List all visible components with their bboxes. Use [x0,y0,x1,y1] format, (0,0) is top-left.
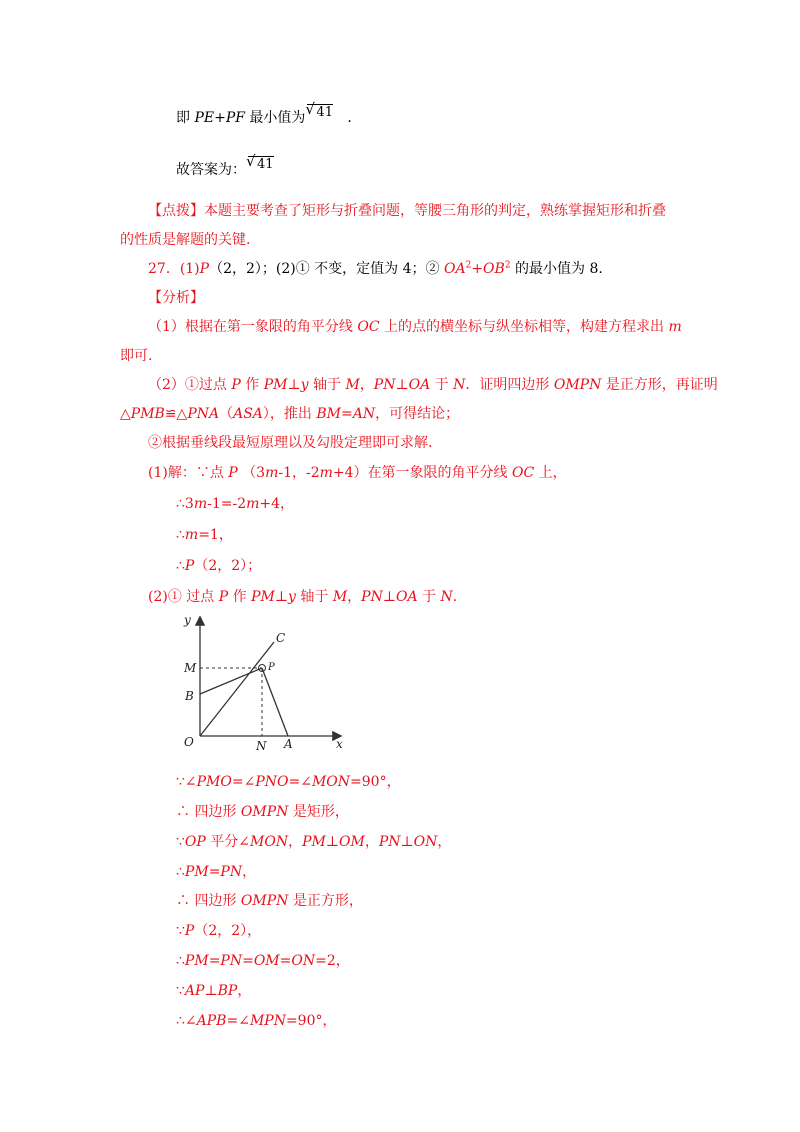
math: m [246,496,260,512]
math: OC [357,319,380,335]
math: =∠ [231,774,256,790]
math: PM [263,377,288,393]
text: 上的点的横坐标与纵坐标相等，构建方程求出 [379,319,669,335]
solution-s3 [176,526,233,544]
math: MPN [249,1013,286,1029]
math: AP [184,983,205,999]
math: OA [408,377,431,393]
proof-l1 [176,773,401,791]
math: OMPN [240,893,289,909]
proof-l6 [176,922,261,940]
point-m-label: M [184,661,197,675]
text: （1）根据在第一象限的角平分线 [148,319,358,335]
text: ∴ [176,558,185,574]
analysis-p2 [148,376,718,394]
math: ⊥ [287,377,301,393]
math: PMB [130,406,165,422]
text: 最小值为 [244,110,306,126]
exponent: 2 [504,260,511,271]
text: +4）在第一象限的角平分线 [332,465,512,481]
point-n-label: N [256,739,267,752]
math: P [184,923,195,939]
text: -1，-2 [278,465,320,481]
math: ON [413,834,438,850]
math: OC [512,465,535,481]
proof-l2 [176,803,349,821]
text: 故答案为： [176,162,246,178]
math: m [184,527,199,543]
math: =∠ [226,1013,250,1029]
tip-heading: 【点拨】 [148,203,204,219]
math: ⊥ [395,377,409,393]
math: PM [184,953,209,969]
math: y [300,377,309,393]
text: ． [347,110,362,126]
math: = [341,406,353,422]
math: PMO [196,774,232,790]
text: ， [437,834,452,850]
math: OP [184,834,206,850]
math: = [242,953,254,969]
text: （2，2）； [194,558,262,574]
proof-l3 [176,833,451,851]
point-o-label: O [184,735,194,749]
math: = [208,864,221,880]
math: y [288,589,296,605]
text: ， [237,983,252,999]
text: . [452,589,458,605]
text: -1=-2 [207,496,247,512]
math: BM [316,406,341,422]
analysis-p1-cont [120,347,152,365]
math: PM [251,589,275,605]
math: PNA [187,406,220,422]
text: 上， [534,465,567,481]
text: 于 [430,377,454,393]
text: ∵ [176,834,185,850]
math: ≌△ [164,406,188,422]
text: 轴于 [308,377,346,393]
math: ⊥ [400,834,414,850]
text: =1， [198,527,233,543]
math: PN [220,864,243,880]
radicand: 41 [257,157,274,172]
math: = [208,953,221,969]
math: P [228,465,238,481]
text: ， [242,864,257,880]
text: ，可得结论； [375,406,460,422]
math: OMPN [553,377,602,393]
text: （3 [237,465,266,481]
tip-line-1 [148,202,666,220]
point-b-label: B [185,689,194,703]
math: M [332,589,348,605]
solution-s1 [148,464,567,482]
math: ⊥ [325,834,340,850]
text: (1)解：∵点 [148,465,229,481]
math: + [471,261,484,277]
x-axis-label: x [336,737,343,751]
segment-bp [200,668,262,694]
math: OM [339,834,365,850]
proof-l8 [176,982,251,1000]
math: OA [396,589,418,605]
text: 的最小值为 8. [510,261,603,277]
min-value-line [176,104,361,127]
text: ， [347,589,362,605]
analysis-p3 [120,405,459,423]
analysis-p4 [148,434,432,452]
math: ASA [233,406,263,422]
text: 27．(1) [148,261,200,277]
math: m [265,465,279,481]
text: ∴ [176,527,185,543]
math: PN [361,589,383,605]
math: PM [302,834,326,850]
text: 作 [228,589,252,605]
text: （ [219,406,234,422]
proof-l4 [176,863,256,881]
y-axis-label: y [184,613,191,627]
text: ∴3 [176,496,194,512]
text: ， [359,377,374,393]
text: ），推出 [262,406,317,422]
math: ⊥ [204,983,218,999]
text: 轴于 [295,589,333,605]
text: +4， [259,496,295,512]
text: 即可. [120,348,153,364]
text: （2）①过点 [148,377,232,393]
text: ∵ [176,983,185,999]
math: OB [483,261,505,277]
text: ∴ [176,953,185,969]
text: 平分∠ [205,834,251,850]
text: （2，2）， [194,923,262,939]
math: PN [220,953,243,969]
proof-l5 [176,892,363,910]
point-a-label: A [284,737,293,751]
text: =2， [315,953,350,969]
text: 是正方形， [288,893,363,909]
text: 即 [176,110,195,126]
math: OMPN [240,804,289,820]
math: MON [250,834,289,850]
math: ⊥ [274,589,288,605]
answer-line [176,156,274,179]
math: OM [253,953,280,969]
math: m [319,465,333,481]
text: 是正方形，再证明 [601,377,718,393]
math: APB [196,1013,227,1029]
text: 作 [240,377,264,393]
text: 的性质是解题的关键. [120,232,251,248]
text: ， [288,834,303,850]
math: PN [378,834,401,850]
analysis-heading: 【分析】 [148,290,204,306]
math: =∠ [288,774,312,790]
math: △ [120,406,131,422]
point-c-label: C [276,631,286,645]
text: ， [364,834,379,850]
text: ．证明四边形 [465,377,554,393]
radicand: 41 [316,105,333,120]
math: m [193,496,208,512]
coordinate-diagram [176,612,356,752]
text: 本题主要考查了矩形与折叠问题，等腰三角形的判定，熟练掌握矩形和折叠 [204,203,666,219]
sqrt-expr [307,104,333,121]
math: MON [311,774,351,790]
text: ②根据垂线段最短原理以及勾股定理即可求解. [148,435,433,451]
segment-pa [262,668,288,736]
math: N [453,377,466,393]
math: = [279,953,292,969]
text: ∴ 四边形 [176,893,241,909]
math: ON [291,953,316,969]
math: P [199,261,210,277]
text: =90°， [350,774,401,790]
math: PNO [255,774,289,790]
text: 于 [417,589,441,605]
q27-answer [148,260,603,278]
math: PM [184,864,209,880]
math-expr: PE+PF [194,110,245,126]
math: N [440,589,453,605]
sqrt-expr [248,156,274,173]
math: BP [217,983,238,999]
math: P [231,377,241,393]
text: (2)① 过点 [148,589,219,605]
math: P [218,589,229,605]
math: ⊥ [382,589,397,605]
proof-l9 [176,1012,337,1030]
analysis-p1 [148,318,682,336]
solution-s2 [176,495,294,513]
proof-l7 [176,952,350,970]
text: （2，2）；(2)① 不变，定值为 4；② [209,261,444,277]
text: ∵ [176,923,185,939]
tip-line-2 [120,231,250,249]
text: 是矩形， [288,804,349,820]
math: AN [352,406,376,422]
text: ∵∠ [176,774,197,790]
solution-s5 [148,588,457,606]
text: ∴∠ [176,1013,197,1029]
text: =90°， [285,1013,337,1029]
text: ∴ 四边形 [176,804,241,820]
math: M [345,377,360,393]
solution-s4 [176,557,261,575]
math: P [184,558,195,574]
math: OA [443,261,466,277]
text: ∴ [176,864,185,880]
math: m [668,319,682,335]
math: PN [373,377,396,393]
point-p-label: P [268,662,275,673]
exponent: 2 [465,260,472,271]
